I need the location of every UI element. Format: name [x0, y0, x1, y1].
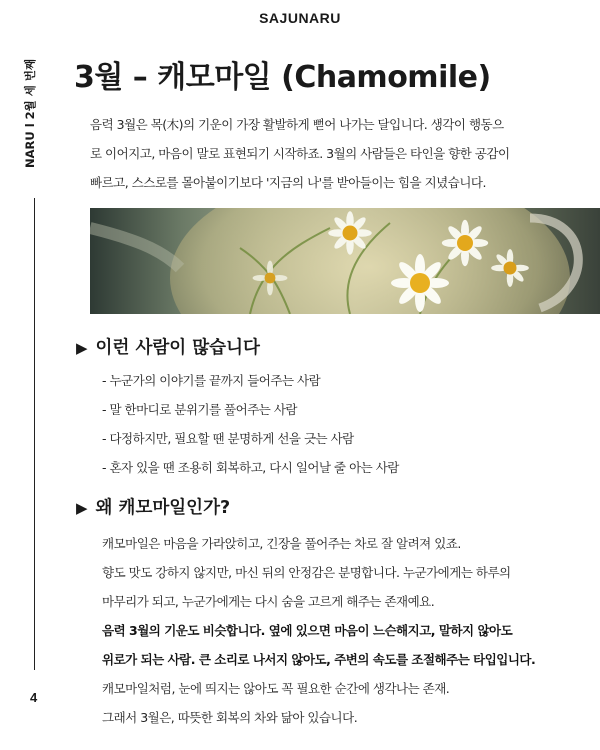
section-heading-why	[76, 494, 230, 519]
intro-line: 빠르고, 스스로를 몰아붙이기보다 '지금의 나'를 받아들이는 힘을 지녔습니다.	[90, 175, 486, 190]
body-line: 마무리가 되고, 누군가에게는 다시 숨을 고르게 해주는 존재예요.	[102, 594, 435, 609]
body-line: 캐모마일은 마음을 가라앉히고, 긴장을 풀어주는 차로 잘 알려져 있죠.	[102, 536, 461, 551]
brand-logo: SAJUNARU	[259, 10, 341, 26]
chamomile-tea-photo	[90, 208, 600, 314]
intro-line: 음력 3월은 목(木)의 기운이 가장 활발하게 뻗어 나가는 달입니다. 생각이 행동으	[90, 117, 504, 132]
section-heading-text: 왜 캐모마일인가?	[95, 498, 231, 518]
list-item: - 다정하지만, 필요할 땐 분명하게 선을 긋는 사람	[102, 431, 354, 446]
list-item: - 말 한마디로 분위기를 풀어주는 사람	[102, 402, 298, 417]
body-line: 그래서 3월은, 따뜻한 회복의 차와 닮아 있습니다.	[102, 710, 358, 725]
list-item: - 누군가의 이야기를 끝까지 들어주는 사람	[102, 373, 321, 388]
section-heading-text: 이런 사람이 많습니다	[95, 338, 260, 358]
triangle-marker-icon: ▶	[76, 499, 88, 517]
section-heading-people	[76, 334, 260, 359]
body-line: 향도 맛도 강하지 않지만, 마신 뒤의 안정감은 분명합니다. 누군가에게는 하루의	[102, 565, 511, 580]
people-list	[102, 366, 399, 482]
body-line: 캐모마일처럼, 눈에 띄지는 않아도 꼭 필요한 순간에 생각나는 존재.	[102, 681, 450, 696]
triangle-marker-icon: ▶	[76, 339, 88, 357]
intro-line: 로 이어지고, 마음이 말로 표현되기 시작하죠. 3월의 사람들은 타인을 향한 공감이	[90, 146, 510, 161]
issue-label: NARU l 2월 세 번째	[23, 58, 37, 168]
why-paragraph	[102, 529, 582, 732]
bold-line: 음력 3월의 기운도 비슷합니다. 옆에 있으면 마음이 느슨해지고, 말하지 않아도	[102, 623, 513, 638]
intro-paragraph	[90, 110, 578, 197]
article-title: 3월 – 캐모마일 (Chamomile)	[74, 60, 491, 95]
bold-line: 위로가 되는 사람. 큰 소리로 나서지 않아도, 주변의 속도를 조절해주는 타입입니다.	[102, 652, 536, 667]
side-divider	[34, 198, 35, 670]
teapot-illustration	[90, 208, 600, 314]
list-item: - 혼자 있을 땐 조용히 회복하고, 다시 일어날 줄 아는 사람	[102, 460, 399, 475]
page-number: 4	[30, 690, 38, 705]
